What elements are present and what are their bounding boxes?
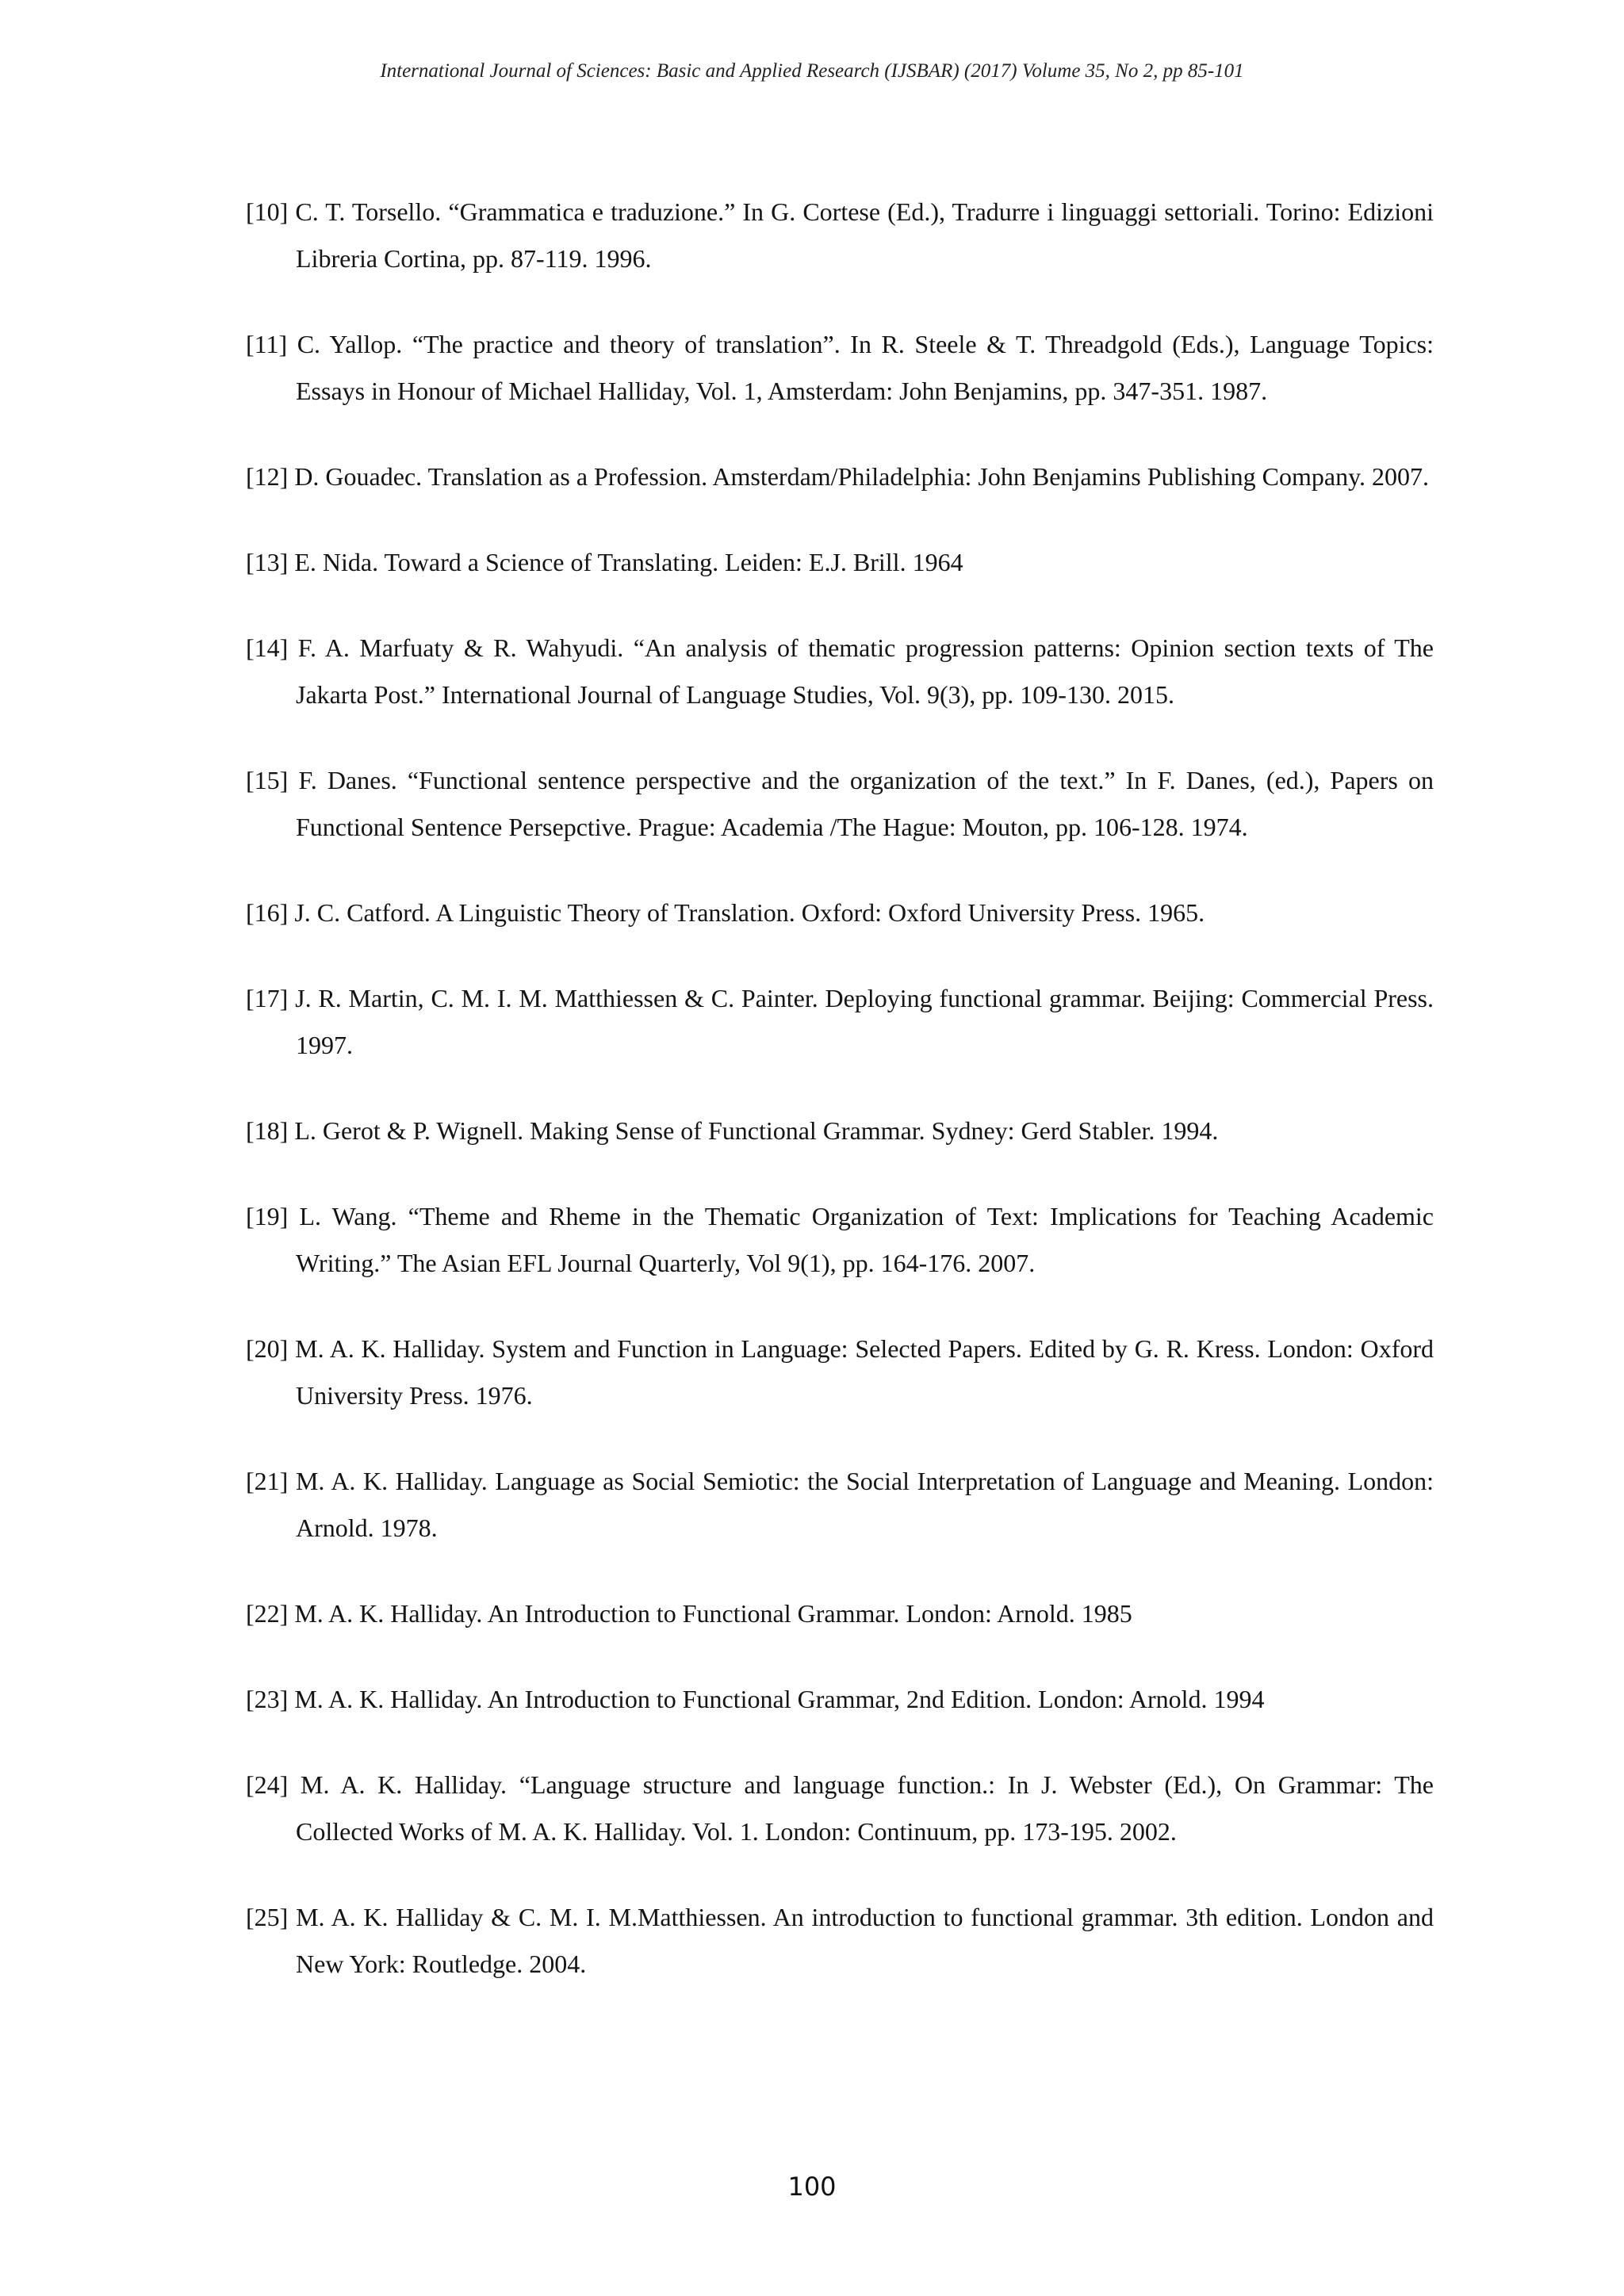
reference-text: M. A. K. Halliday. Language as Social Semiotic: the Social Interpretation of Language and Meaning. London: Arnold. 1978. (295, 1467, 1434, 1542)
reference-text: L. Wang. “Theme and Rheme in the Thematic Organization of Text: Implications for Teaching Academic Writing.” The Asian EFL Journal Quarterly, Vol 9(1), pp. 164-176. 2007. (296, 1202, 1434, 1277)
reference-item (246, 890, 1434, 936)
reference-text: M. A. K. Halliday. An Introduction to Functional Grammar, 2nd Edition. London: Arnold. 1994 (294, 1685, 1265, 1713)
reference-text: L. Gerot & P. Wignell. Making Sense of Functional Grammar. Sydney: Gerd Stabler. 1994. (294, 1116, 1219, 1145)
reference-list (246, 189, 1434, 2026)
reference-item (246, 1193, 1434, 1287)
reference-number: [10] (246, 197, 289, 226)
running-header: International Journal of Sciences: Basic and Applied Research (IJSBAR) (2017) Volume 35, No 2, pp 85-101 (380, 60, 1244, 82)
reference-text: M. A. K. Halliday. An Introduction to Functional Grammar. London: Arnold. 1985 (294, 1599, 1132, 1628)
reference-item (246, 1458, 1434, 1552)
reference-number: [23] (246, 1685, 289, 1713)
reference-text: J. C. Catford. A Linguistic Theory of Translation. Oxford: Oxford University Press. 1965. (294, 898, 1205, 927)
reference-text: E. Nida. Toward a Science of Translating. Leiden: E.J. Brill. 1964 (294, 548, 963, 576)
reference-item (246, 453, 1434, 500)
reference-text: C. T. Torsello. “Grammatica e traduzione.” In G. Cortese (Ed.), Tradurre i linguaggi settoriali. Torino: Edizioni Libreria Cortina, pp. 87-119. 1996. (295, 197, 1434, 273)
reference-item (246, 975, 1434, 1069)
reference-number: [13] (246, 548, 289, 576)
reference-item (246, 1894, 1434, 1988)
reference-text: M. A. K. Halliday. “Language structure and language function.: In J. Webster (Ed.), On Grammar: The Collected Works of M. A. K. Halliday. Vol. 1. London: Continuum, pp. 173-195. 2002. (296, 1770, 1434, 1846)
reference-number: [15] (246, 766, 289, 794)
reference-number: [14] (246, 633, 289, 662)
reference-item (246, 189, 1434, 282)
reference-number: [16] (246, 898, 289, 927)
reference-number: [22] (246, 1599, 289, 1628)
reference-item (246, 1676, 1434, 1723)
reference-item (246, 757, 1434, 851)
reference-item (246, 539, 1434, 586)
reference-text: C. Yallop. “The practice and theory of translation”. In R. Steele & T. Threadgold (Eds.), Language Topics: Essays in Honour of Michael Halliday, Vol. 1, Amsterdam: John Benjamins, pp. 347-351. 1987. (296, 330, 1434, 405)
reference-text: F. A. Marfuaty & R. Wahyudi. “An analysis of thematic progression patterns: Opinion section texts of The Jakarta Post.” International Journal of Language Studies, Vol. 9(3), pp. 109-130. 2015. (296, 633, 1434, 709)
reference-item (246, 625, 1434, 718)
reference-number: [11] (246, 330, 288, 358)
reference-item (246, 1762, 1434, 1855)
reference-number: [20] (246, 1334, 289, 1363)
reference-item (246, 321, 1434, 415)
page-number: 100 (787, 2172, 837, 2202)
reference-number: [19] (246, 1202, 289, 1230)
reference-number: [25] (246, 1903, 289, 1931)
reference-text: J. R. Martin, C. M. I. M. Matthiessen & C. Painter. Deploying functional grammar. Beijing: Commercial Press. 1997. (295, 984, 1434, 1059)
reference-item (246, 1326, 1434, 1419)
reference-text: M. A. K. Halliday & C. M. I. M.Matthiessen. An introduction to functional grammar. 3th edition. London and New York: Routledge. 2004. (296, 1903, 1434, 1978)
reference-text: F. Danes. “Functional sentence perspective and the organization of the text.” In F. Danes, (ed.), Papers on Functional Sentence Persepctive. Prague: Academia /The Hague: Mouton, pp. 106-128. 1974. (296, 766, 1434, 841)
reference-number: [12] (246, 462, 289, 491)
reference-number: [17] (246, 984, 289, 1012)
reference-item (246, 1590, 1434, 1637)
reference-text: M. A. K. Halliday. System and Function in Language: Selected Papers. Edited by G. R. Kress. London: Oxford University Press. 1976. (295, 1334, 1434, 1410)
reference-number: [18] (246, 1116, 289, 1145)
reference-number: [21] (246, 1467, 289, 1495)
reference-text: D. Gouadec. Translation as a Profession. Amsterdam/Philadelphia: John Benjamins Publishing Company. 2007. (294, 462, 1430, 491)
reference-number: [24] (246, 1770, 289, 1799)
reference-item (246, 1108, 1434, 1154)
